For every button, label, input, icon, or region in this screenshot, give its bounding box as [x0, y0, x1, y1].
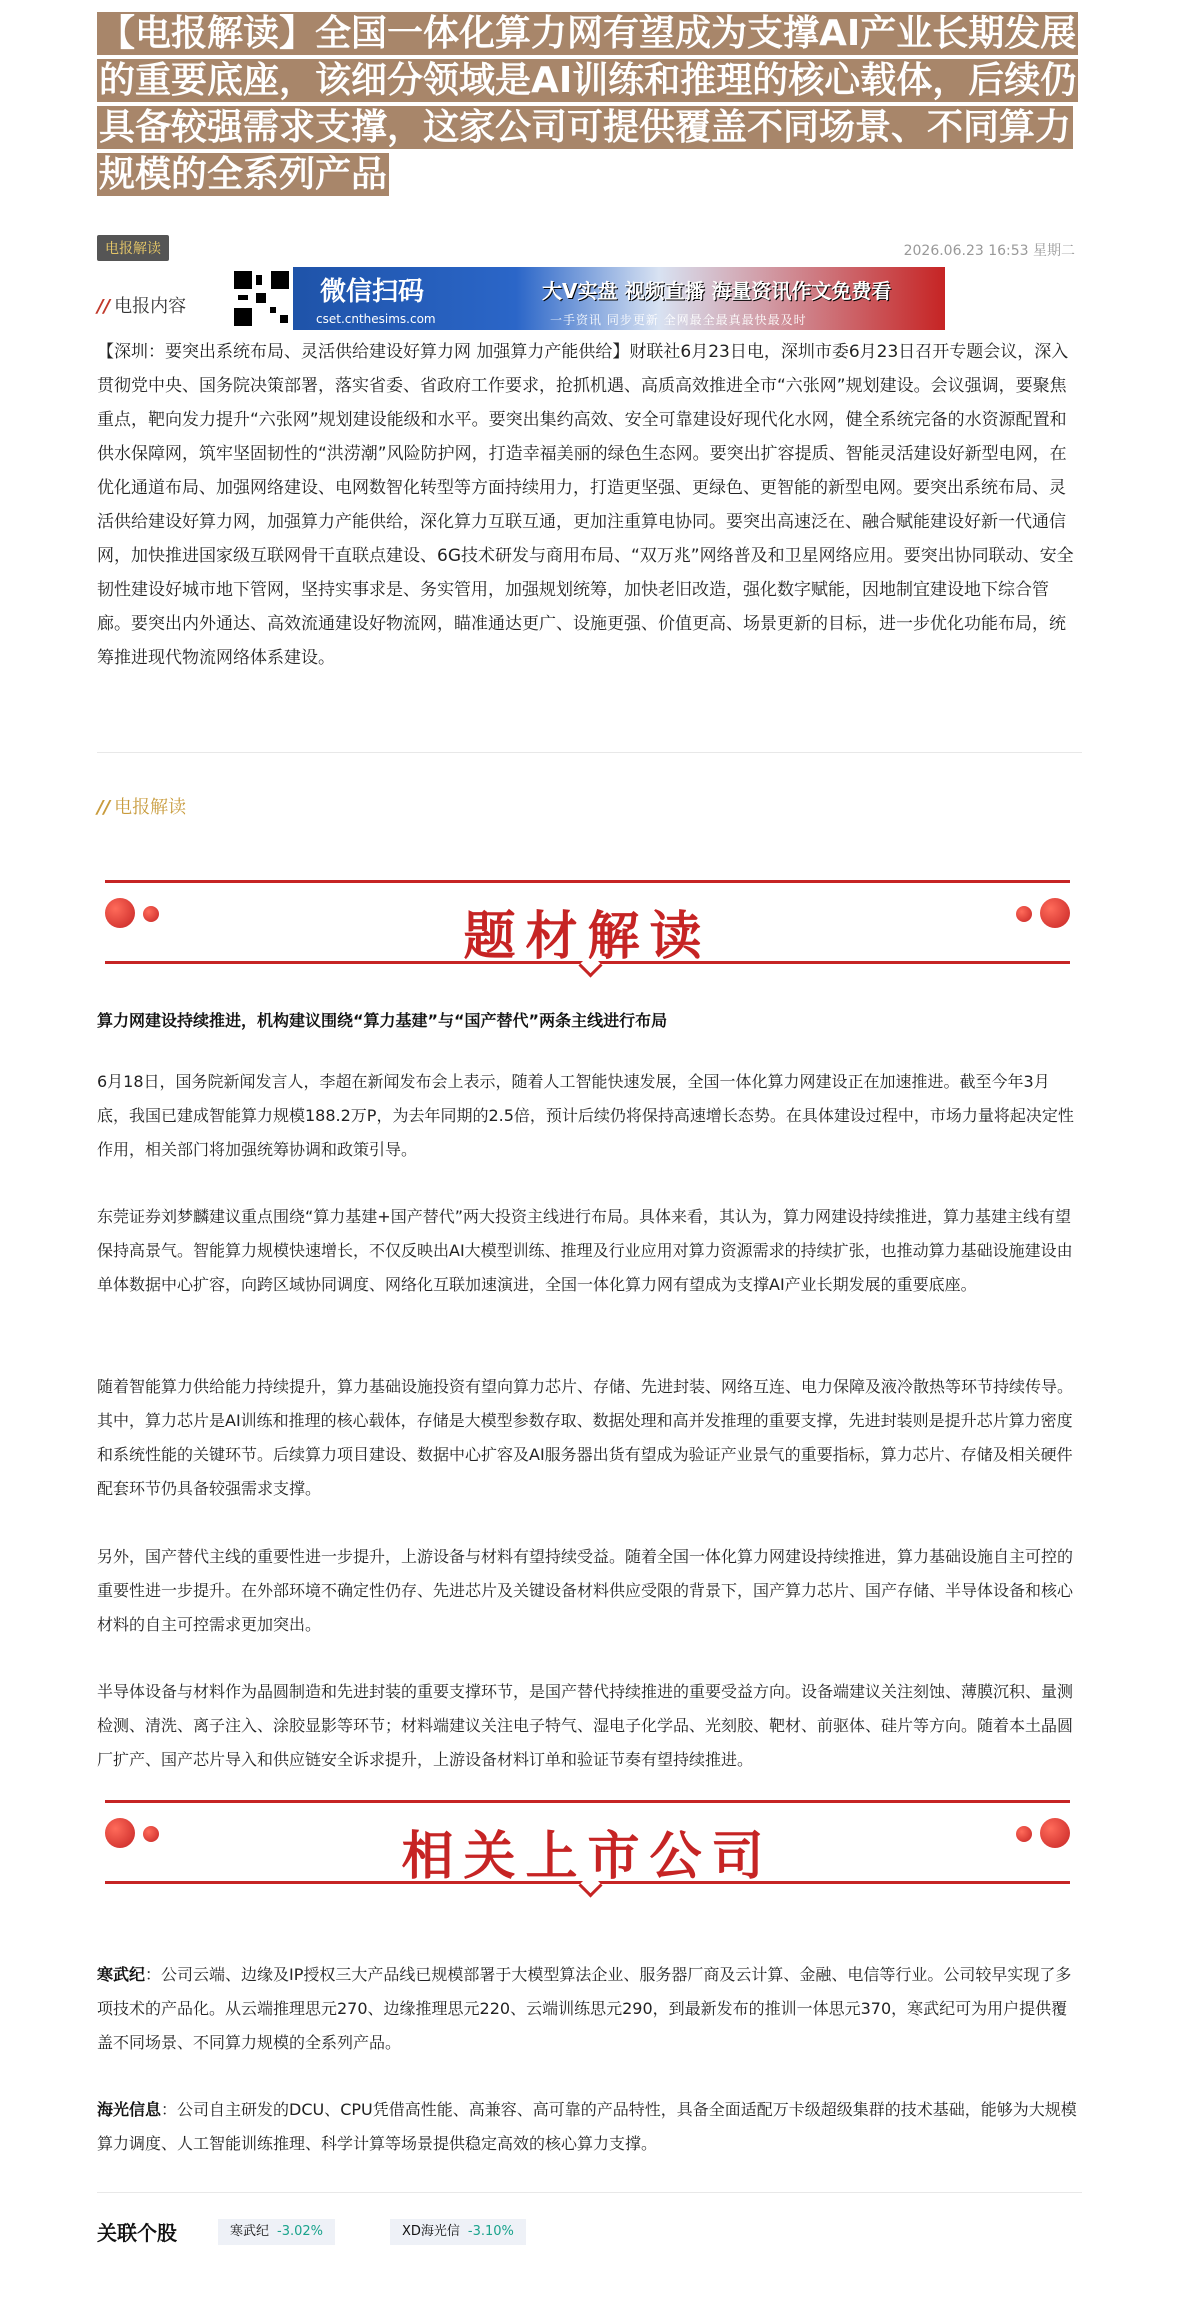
content-paragraph: 【深圳：要突出系统布局、灵活供给建设好算力网 加强算力产能供给】财联社6月23日电，深圳市委6月23日召开专题会议，深入贯彻党中央、国务院决策部署，落实省委、省政府工作要求，抢抓机遇、高质高效推进全市“六张网”规划建设。会议强调，要聚焦重点，靶向发力提升“六张网”规划建设能级和水平。要突出集约高效、安全可靠建设好现代化水网，健全系统完备的水资源配置和供水保障网，筑牢坚固韧性的“洪涝潮”风险防护网，打造幸福美丽的绿色生态网。要突出扩容提质、智能灵活建设好新型电网，在优化通道布局、加强网络建设、电网数智化转型等方面持续用力，打造更坚强、更绿色、更智能的新型电网。要突出系统布局、灵活供给建设好算力网，加强算力产能供给，深化算力互联互通，更加注重算电协同。要突出高速泛在、融合赋能建设好新一代通信网，加快推进国家级互联网骨干直联点建设、6G技术研发与商用布局、“双万兆”网络普及和卫星网络应用。要突出协同联动、安全韧性建设好城市地下管网，坚持实事求是、务实管用，加强规划统筹，加快老旧改造，强化数字赋能，因地制宜建设地下综合管廊。要突出内外通达、高效流通建设好物流网，瞄准通达更广、设施更强、价值更高、场景更新的目标，进一步优化功能布局，统筹推进现代物流网络体系建设。: [97, 342, 1074, 668]
company-name[interactable]: 海光信息: [97, 2100, 162, 2119]
company-name[interactable]: 寒武纪: [97, 1965, 146, 1984]
interpret-paragraph-1: 6月18日，国务院新闻发言人，李超在新闻发布会上表示，随着人工智能快速发展，全国一体化算力网建设正在加速推进。截至今年3月底，我国已建成智能算力规模188.2万P，为去年同期的2.5倍，预计后续仍将保持高速增长态势。在具体建设过程中，市场力量将起决定性作用，相关部门将加强统筹协调和政策引导。: [97, 1072, 1074, 1159]
stock-change: -3.10%: [467, 2224, 514, 2239]
interpret-lead: 算力网建设持续推进，机构建议围绕“算力基建”与“国产替代”两条主线进行布局: [97, 1011, 668, 1030]
banner-url: cset.cnthesims.com: [316, 312, 436, 326]
company-paragraph-cambricon: [97, 1958, 1077, 2060]
banner-slogan: 大V实盘 视频直播 海量资讯作文免费看: [542, 279, 892, 303]
stock-chip[interactable]: [390, 2219, 526, 2245]
company-paragraph-hygon: [97, 2093, 1077, 2161]
interpret-paragraph-4: 另外，国产替代主线的重要性进一步提升，上游设备与材料有望持续受益。随着全国一体化算力网建设持续推进，算力基础设施自主可控的重要性进一步提升。在外部环境不确定性仍存、先进芯片及关键设备材料供应受限的背景下，国产算力芯片、国产存储、半导体设备和核心材料的自主可控需求更加突出。: [97, 1547, 1074, 1634]
banner-subtext: 一手资讯 同步更新 全网最全最真最快最及时: [550, 313, 807, 327]
companies-ornament-title: 相关上市公司: [401, 1826, 774, 1887]
interpret-paragraph-5: 半导体设备与材料作为晶圆制造和先进封装的重要支撑环节，是国产替代持续推进的重要受益方向。设备端建议关注刻蚀、薄膜沉积、量测检测、清洗、离子注入、涂胶显影等环节；材料端建议关注电子特气、湿电子化学品、光刻胶、靶材、前驱体、硅片等方向。随着本土晶圆厂扩产、国产芯片导入和供应链安全诉求提升，上游设备材料订单和验证节奏有望持续推进。: [97, 1682, 1074, 1769]
stock-name: 寒武纪: [230, 2224, 270, 2239]
topic-ornament-title: 题材解读: [463, 906, 712, 967]
company-description: ：公司云端、边缘及IP授权三大产品线已规模部署于大模型算法企业、服务器厂商及云计算、金融、电信等行业。公司较早实现了多项技术的产品化。从云端推理思元270、边缘推理思元220、云端训练思元290，到最新发布的推训一体思元370，寒武纪可为用户提供覆盖不同场景、不同算力规模的全系列产品。: [97, 1965, 1072, 2052]
category-tag[interactable]: 电报解读: [97, 235, 169, 261]
interpret-paragraph-2: 东莞证券刘梦麟建议重点围绕“算力基建+国产替代”两大投资主线进行布局。具体来看，其认为，算力网建设持续推进，算力基建主线有望保持高景气。智能算力规模快速增长，不仅反映出AI大模型训练、推理及行业应用对算力资源需求的持续扩张，也推动算力基础设施建设由单体数据中心扩容，向跨区域协同调度、网络化互联加速演进，全国一体化算力网有望成为支撑AI产业长期发展的重要底座。: [97, 1207, 1073, 1294]
interpret-label-text: 电报解读: [114, 797, 187, 818]
wechat-scan-banner[interactable]: [230, 267, 945, 330]
stock-change: -3.02%: [277, 2224, 324, 2239]
article-headline: 【电报解读】全国一体化算力网有望成为支撑AI产业长期发展的重要底座，该细分领域是AI训练和推理的核心载体，后续仍具备较强需求支撑，这家公司可提供覆盖不同场景、不同算力规模的全系列产品: [99, 13, 1077, 195]
stock-chip[interactable]: [218, 2219, 335, 2245]
company-description: ：公司自主研发的DCU、CPU凭借高性能、高兼容、高可靠的产品特性，具备全面适配万卡级超级集群的技术基础，能够为大规模算力调度、人工智能训练推理、科学计算等场景提供稳定高效的核心算力支撑。: [97, 2100, 1077, 2153]
slash-marker: //: [97, 296, 111, 317]
divider: [97, 752, 1082, 753]
section-label-interpret: [97, 793, 186, 819]
companies-ornament-banner: [105, 1800, 1070, 1896]
interpret-paragraph-3: 随着智能算力供给能力持续提升，算力基础设施投资有望向算力芯片、存储、先进封装、网络互连、电力保障及液冷散热等环节持续传导。其中，算力芯片是AI训练和推理的核心载体，存储是大模型参数存取、数据处理和高并发推理的重要支撑，先进封装则是提升芯片算力密度和系统性能的关键环节。后续算力项目建设、数据中心扩容及AI服务器出货有望成为验证产业景气的重要指标，算力芯片、存储及相关硬件配套环节仍具备较强需求支撑。: [97, 1377, 1074, 1498]
publish-datetime: 2026.06.23 16:53 星期二: [903, 243, 1075, 259]
slash-marker: //: [97, 797, 111, 818]
section-label-content: [97, 292, 186, 318]
qr-code-icon: [230, 267, 293, 330]
related-stocks-title: 关联个股: [97, 2221, 177, 2245]
stock-name: XD海光信: [402, 2224, 460, 2239]
banner-scan-text: 微信扫码: [320, 277, 425, 307]
content-label-text: 电报内容: [114, 296, 187, 317]
topic-ornament-banner: [105, 880, 1070, 976]
divider: [97, 2192, 1082, 2193]
